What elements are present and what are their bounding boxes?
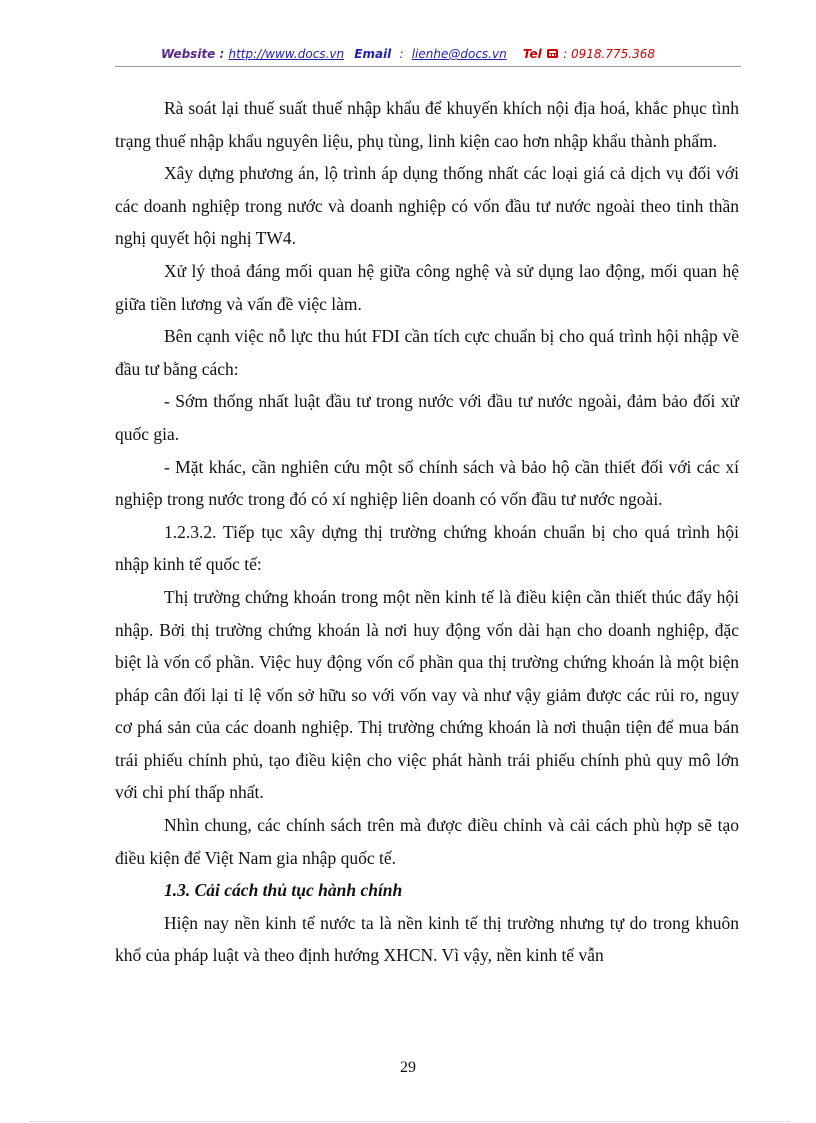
phone-icon bbox=[546, 48, 559, 59]
paragraph: Xử lý thoả đáng mối quan hệ giữa công nghệ và sử dụng lao động, mối quan hệ giữa tiền lương và vấn đề việc làm. bbox=[115, 260, 739, 314]
footer-divider bbox=[30, 1121, 790, 1122]
header-divider bbox=[115, 66, 741, 67]
subsection-heading: 1.2.3.2. Tiếp tục xây dựng thị trường chứng khoán chuẩn bị cho quá trình hội nhập kinh tế quốc tế: bbox=[115, 521, 739, 575]
paragraph: Xây dựng phương án, lộ trình áp dụng thống nhất các loại giá cả dịch vụ đối với các doanh nghiệp trong nước và doanh nghiệp có vốn đầu tư nước ngoài theo tinh thần nghị quyết hội nghị TW4. bbox=[115, 163, 739, 249]
paragraph: Rà soát lại thuế suất thuế nhập khẩu để khuyến khích nội địa hoá, khắc phục tình trạng thuế nhập khẩu nguyên liệu, phụ tùng, linh kiện cao hơn nhập khẩu thành phẩm. bbox=[115, 98, 739, 151]
paragraph: Bên cạnh việc nỗ lực thu hút FDI cần tích cực chuẩn bị cho quá trình hội nhập về đầu tư bằng cách: bbox=[115, 326, 739, 379]
website-label: Website : bbox=[160, 47, 225, 61]
email-link[interactable]: lienhe@docs.vn bbox=[411, 47, 507, 61]
paragraph: Thị trường chứng khoán trong một nền kinh tế là điều kiện cần thiết thúc đẩy hội nhập. Bởi thị trường chứng khoán là nơi huy động vốn dài hạn cho doanh nghiệp, đặc biệt là vốn cổ phần. Việc huy động vốn cổ phần qua thị trường chứng khoán là một biện pháp cân đối lại tỉ lệ vốn sở hữu so với vốn vay và như vậy giảm được các rủi ro, nguy cơ phá sản của các doanh nghiệp. Thị trường chứng khoán là nơi thuận tiện để mua bán trái phiếu chính phủ, tạo điều kiện cho việc phát hành trái phiếu chính phủ quy mô lớn với chi phí thấp nhất. bbox=[115, 586, 739, 803]
website-link[interactable]: http://www.docs.vn bbox=[228, 47, 345, 61]
paragraph: - Mặt khác, cần nghiên cứu một số chính sách và bảo hộ cần thiết đối với các xí nghiệp trong nước trong đó có xí nghiệp liên doanh có vốn đầu tư nước ngoài. bbox=[115, 456, 739, 510]
paragraph: - Sớm thống nhất luật đầu tư trong nước với đầu tư nước ngoài, đảm bảo đối xử quốc gia. bbox=[115, 391, 739, 444]
section-heading: 1.3. Cải cách thủ tục hành chính bbox=[164, 880, 403, 901]
tel-label: Tel bbox=[522, 47, 542, 61]
page-header bbox=[0, 47, 816, 61]
paragraph: Nhìn chung, các chính sách trên mà được điều chỉnh và cải cách phù hợp sẽ tạo điều kiện để Việt Nam gia nhập quốc tế. bbox=[115, 815, 739, 868]
email-separator: : bbox=[399, 47, 404, 61]
email-label: Email bbox=[354, 47, 392, 61]
tel-value: : 0918.775.368 bbox=[563, 47, 655, 61]
paragraph: Hiện nay nền kinh tế nước ta là nền kinh tế thị trường nhưng tự do trong khuôn khổ của pháp luật và theo định hướng XHCN. Vì vậy, nền kinh tế vẫn bbox=[115, 912, 739, 966]
page-number: 29 bbox=[400, 1059, 416, 1076]
document-body bbox=[115, 92, 739, 972]
